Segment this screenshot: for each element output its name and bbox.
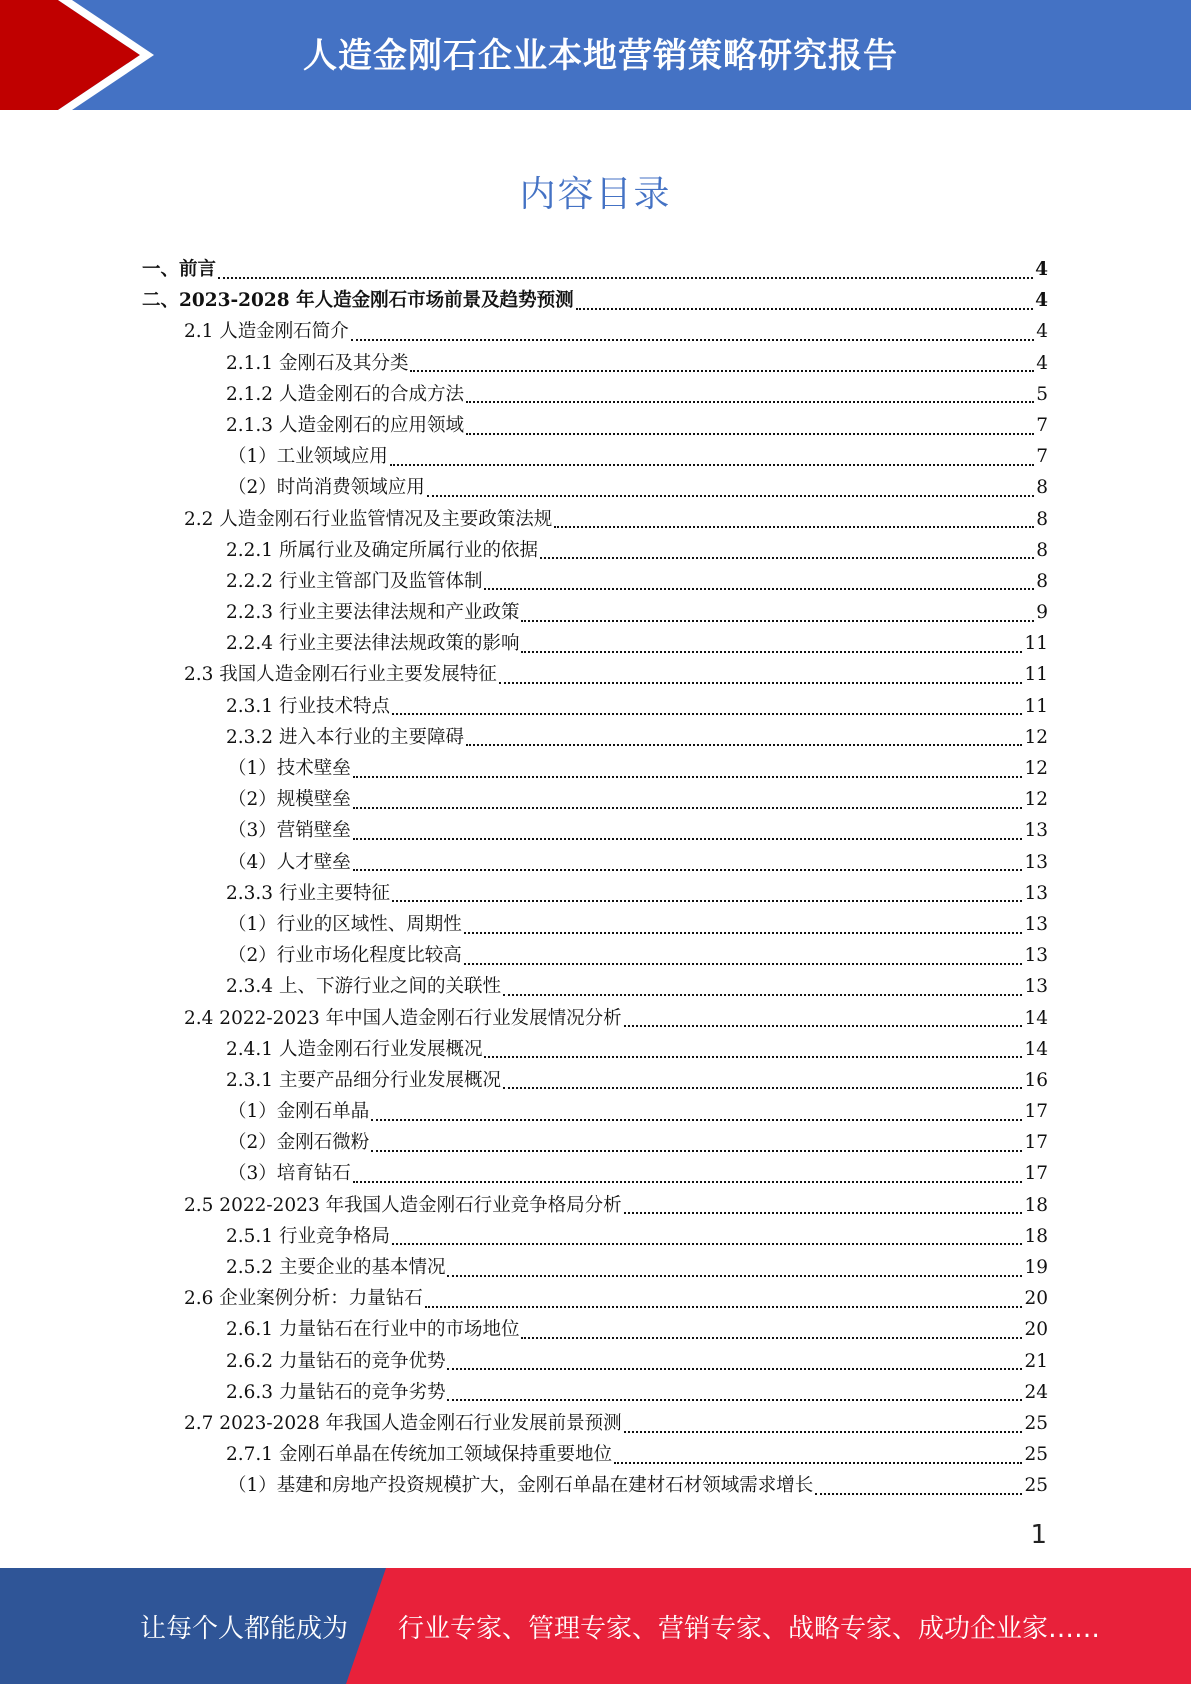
toc-entry[interactable] (142, 1065, 1048, 1096)
toc-entry-page: 7 (1036, 414, 1048, 436)
toc-leader-dots (503, 1087, 1022, 1089)
toc-entry-text: 2.2 人造金刚石行业监管情况及主要政策法规 (184, 508, 553, 530)
toc-entry-text: 2.2.2 行业主管部门及监管体制 (226, 570, 483, 592)
toc-leader-dots (392, 713, 1022, 715)
toc-entry-text: 2.6.1 力量钻石在行业中的市场地位 (226, 1319, 520, 1341)
toc-leader-dots (427, 495, 1034, 497)
toc-entry-page: 16 (1024, 1069, 1048, 1091)
toc-leader-dots (392, 1243, 1022, 1245)
toc-entry-text: 2.2.4 行业主要法律法规政策的影响 (226, 633, 520, 655)
toc-entry[interactable] (142, 348, 1048, 379)
toc-entry-text: 2.7 2023-2028 年我国人造金刚石行业发展前景预测 (184, 1412, 622, 1434)
toc-entry[interactable] (142, 1439, 1048, 1470)
report-title: 人造金刚石企业本地营销策略研究报告 (303, 36, 898, 76)
toc-entry-text: 2.5.2 主要企业的基本情况 (226, 1257, 446, 1278)
toc-entry[interactable] (142, 316, 1048, 347)
toc-entry[interactable] (142, 1346, 1048, 1377)
toc-entry-page: 13 (1024, 913, 1048, 935)
footer-banner (0, 1568, 1191, 1684)
toc-entry[interactable] (142, 1190, 1048, 1221)
toc-entry[interactable] (142, 722, 1048, 753)
toc-entry-page: 9 (1036, 602, 1048, 624)
toc-entry-text: 2.3.1 主要产品细分行业发展概况 (226, 1069, 501, 1091)
toc-entry-text: （1）金刚石单晶 (228, 1101, 370, 1123)
toc-entry[interactable] (142, 441, 1048, 472)
toc-entry[interactable] (142, 410, 1048, 441)
toc-leader-dots (624, 1212, 1023, 1214)
toc-entry-text: 2.3.1 行业技术特点 (226, 695, 390, 717)
toc-entry-text: 2.3.4 上、下游行业之间的关联性 (226, 976, 501, 998)
toc-entry-text: （3）营销壁垒 (228, 820, 351, 842)
toc-entry[interactable] (142, 1377, 1048, 1408)
toc-entry-text: 2.6.3 力量钻石的竞争劣势 (226, 1381, 446, 1403)
toc-entry[interactable] (142, 1314, 1048, 1345)
toc-entry-page: 5 (1036, 383, 1048, 405)
toc-entry-text: （1）基建和房地产投资规模扩大，金刚石单晶在建材石材领域需求增长 (228, 1475, 814, 1497)
toc-entry[interactable] (142, 1252, 1048, 1283)
toc-entry-page: 25 (1024, 1444, 1048, 1466)
toc-leader-dots (521, 620, 1034, 622)
toc-entry-text: 2.7.1 金刚石单晶在传统加工领域保持重要地位 (226, 1444, 612, 1466)
toc-leader-dots (484, 1056, 1022, 1058)
toc-leader-dots (353, 869, 1023, 871)
toc-leader-dots (614, 1462, 1022, 1464)
toc-leader-dots (425, 1306, 1023, 1308)
header-banner (0, 0, 1191, 110)
toc-leader-dots (464, 963, 1023, 965)
toc-entry[interactable] (142, 254, 1048, 285)
toc-entry-page: 11 (1024, 695, 1048, 717)
toc-leader-dots (353, 807, 1023, 809)
toc-leader-dots (484, 588, 1034, 590)
toc-entry-text: （2）行业市场化程度比较高 (228, 945, 462, 967)
toc-leader-dots (503, 994, 1022, 996)
toc-entry[interactable] (142, 1158, 1048, 1189)
toc-leader-dots (466, 433, 1034, 435)
toc-entry-page: 20 (1024, 1319, 1048, 1341)
toc-entry-page: 13 (1024, 882, 1048, 904)
toc-entry[interactable] (142, 847, 1048, 878)
toc-entry[interactable] (142, 566, 1048, 597)
toc-leader-dots (371, 1119, 1022, 1121)
toc-entry-text: （2）规模壁垒 (228, 789, 351, 811)
toc-entry-text: 2.1.3 人造金刚石的应用领域 (226, 414, 464, 436)
toc-leader-dots (521, 1337, 1022, 1339)
toc-title: 内容目录 (519, 174, 672, 215)
toc-entry-page: 21 (1024, 1350, 1048, 1372)
toc-leader-dots (499, 682, 1023, 684)
toc-leader-dots (353, 776, 1023, 778)
toc-entry[interactable] (142, 909, 1048, 940)
toc-entry-text: （1）行业的区域性、周期性 (228, 913, 462, 935)
toc-entry[interactable] (142, 1034, 1048, 1065)
toc-entry-text: 2.3.3 行业主要特征 (226, 882, 390, 904)
toc-entry-page: 8 (1036, 477, 1048, 499)
toc-entry-text: （4）人才壁垒 (228, 851, 351, 873)
toc-entry-text: 2.5 2022-2023 年我国人造金刚石行业竞争格局分析 (184, 1194, 622, 1216)
toc-entry-page: 4 (1035, 290, 1048, 312)
toc-entry-page: 4 (1035, 259, 1048, 280)
toc-entry-text: （2）时尚消费领域应用 (228, 477, 425, 499)
toc-entry-page: 18 (1024, 1225, 1048, 1247)
toc-leader-dots (410, 370, 1034, 372)
toc-entry-page: 11 (1024, 664, 1048, 686)
toc-entry[interactable] (142, 815, 1048, 846)
toc-entry-page: 12 (1024, 789, 1048, 811)
toc-entry-text: 2.3 我国人造金刚石行业主要发展特征 (184, 664, 497, 686)
toc-entry-page: 25 (1024, 1475, 1048, 1497)
toc-entry-page: 8 (1036, 570, 1048, 592)
toc-entry[interactable] (142, 659, 1048, 690)
table-of-contents (142, 254, 1048, 1502)
toc-entry[interactable] (142, 504, 1048, 535)
toc-entry-text: 2.1.1 金刚石及其分类 (226, 352, 409, 374)
toc-leader-dots (815, 1493, 1022, 1495)
toc-entry[interactable] (142, 628, 1048, 659)
toc-leader-dots (218, 277, 1033, 279)
toc-entry-page: 4 (1036, 352, 1048, 374)
toc-entry-page: 8 (1036, 539, 1048, 561)
toc-entry[interactable] (142, 1408, 1048, 1439)
toc-entry-page: 20 (1024, 1288, 1048, 1310)
toc-entry-page: 13 (1024, 851, 1048, 873)
toc-entry[interactable] (142, 691, 1048, 722)
toc-leader-dots (624, 1025, 1023, 1027)
toc-entry-text: 2.5.1 行业竞争格局 (226, 1225, 390, 1247)
toc-entry[interactable] (142, 784, 1048, 815)
toc-entry-page: 11 (1024, 633, 1048, 655)
toc-entry-page: 13 (1024, 945, 1048, 967)
toc-entry-page: 17 (1024, 1163, 1048, 1185)
footer-slogan-left: 让每个人都能成为 (140, 1614, 349, 1644)
toc-entry-page: 14 (1024, 1038, 1048, 1060)
toc-entry[interactable] (142, 472, 1048, 503)
toc-leader-dots (392, 900, 1022, 902)
toc-entry[interactable] (142, 1470, 1048, 1501)
toc-leader-dots (371, 1150, 1022, 1152)
toc-leader-dots (351, 339, 1034, 341)
toc-entry[interactable] (142, 535, 1048, 566)
toc-entry-page: 13 (1024, 820, 1048, 842)
toc-entry[interactable] (142, 1003, 1048, 1034)
toc-leader-dots (466, 744, 1022, 746)
toc-leader-dots (353, 1181, 1023, 1183)
toc-entry-text: 二、2023-2028 年人造金刚石市场前景及趋势预测 (142, 290, 574, 312)
toc-entry-text: 2.6.2 力量钻石的竞争优势 (226, 1350, 446, 1372)
toc-leader-dots (390, 464, 1034, 466)
toc-entry[interactable] (142, 1221, 1048, 1252)
toc-entry-page: 12 (1024, 726, 1048, 748)
toc-leader-dots (447, 1399, 1022, 1401)
toc-entry-text: 2.2.1 所属行业及确定所属行业的依据 (226, 539, 538, 561)
toc-entry-text: 2.1 人造金刚石简介 (184, 321, 349, 343)
toc-entry-page: 13 (1024, 976, 1048, 998)
toc-leader-dots (353, 838, 1023, 840)
toc-entry-text: 2.3.2 进入本行业的主要障碍 (226, 726, 464, 748)
toc-entry-page: 24 (1024, 1381, 1048, 1403)
toc-leader-dots (464, 932, 1023, 934)
toc-entry-text: （3）培育钻石 (228, 1163, 351, 1185)
toc-entry-page: 19 (1024, 1257, 1048, 1278)
toc-entry[interactable] (142, 379, 1048, 410)
toc-entry-text: 一、前言 (142, 259, 217, 280)
toc-leader-dots (624, 1431, 1023, 1433)
toc-entry[interactable] (142, 753, 1048, 784)
toc-entry-page: 14 (1024, 1007, 1048, 1029)
toc-entry-page: 12 (1024, 758, 1048, 779)
toc-entry-page: 4 (1036, 321, 1048, 343)
toc-entry-page: 7 (1036, 446, 1048, 468)
toc-entry[interactable] (142, 971, 1048, 1002)
toc-leader-dots (447, 1275, 1022, 1277)
toc-entry-page: 18 (1024, 1194, 1048, 1216)
toc-entry-text: 2.2.3 行业主要法律法规和产业政策 (226, 602, 520, 624)
toc-entry[interactable] (142, 1283, 1048, 1314)
toc-leader-dots (540, 557, 1034, 559)
toc-entry[interactable] (142, 597, 1048, 628)
toc-entry-text: （2）金刚石微粉 (228, 1132, 370, 1154)
toc-entry[interactable] (142, 285, 1048, 316)
toc-entry[interactable] (142, 1096, 1048, 1127)
toc-entry[interactable] (142, 878, 1048, 909)
toc-entry[interactable] (142, 940, 1048, 971)
toc-entry-text: 2.1.2 人造金刚石的合成方法 (226, 383, 464, 405)
toc-entry-page: 17 (1024, 1101, 1048, 1123)
toc-entry-text: （1）工业领域应用 (228, 446, 388, 468)
toc-entry-text: 2.4.1 人造金刚石行业发展概况 (226, 1038, 483, 1060)
toc-leader-dots (576, 308, 1034, 310)
toc-entry-page: 25 (1024, 1412, 1048, 1434)
footer-slogan-right: 行业专家、管理专家、营销专家、战略专家、成功企业家…… (398, 1614, 1101, 1644)
toc-entry-text: （1）技术壁垒 (228, 758, 351, 779)
toc-leader-dots (466, 401, 1034, 403)
toc-entry-text: 2.6 企业案例分析：力量钻石 (184, 1288, 423, 1310)
toc-entry[interactable] (142, 1127, 1048, 1158)
toc-entry-page: 8 (1036, 508, 1048, 530)
page-number: 1 (1030, 1520, 1047, 1550)
toc-entry-text: 2.4 2022-2023 年中国人造金刚石行业发展情况分析 (184, 1007, 622, 1029)
chevron-arrow-icon (0, 0, 160, 110)
toc-entry-page: 17 (1024, 1132, 1048, 1154)
toc-leader-dots (521, 651, 1022, 653)
toc-leader-dots (447, 1368, 1022, 1370)
toc-leader-dots (554, 526, 1034, 528)
